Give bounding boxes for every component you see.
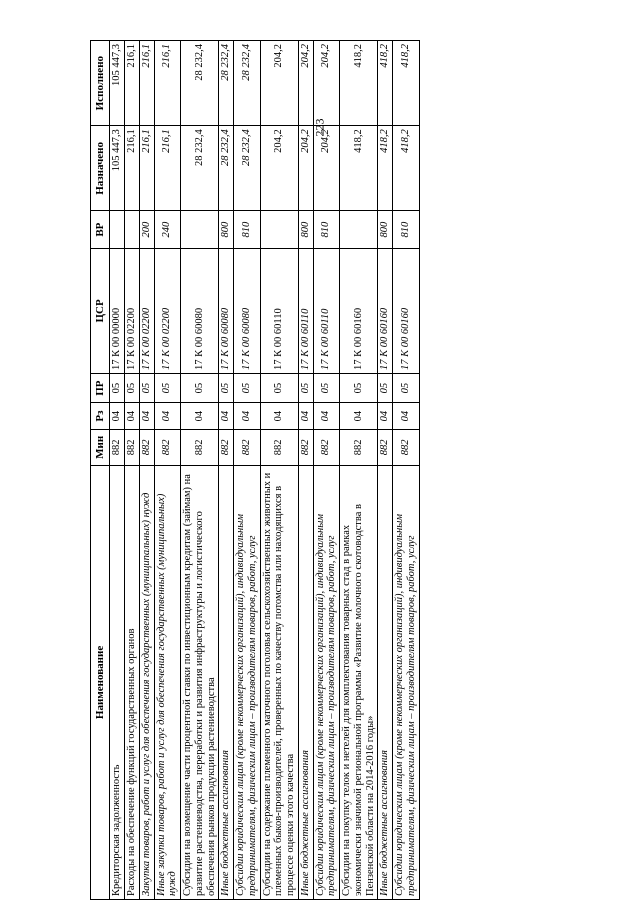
cell-vr <box>181 211 219 248</box>
cell-vr <box>125 211 140 248</box>
cell-assigned: 204,2 <box>313 126 340 211</box>
header-min: Мин <box>91 429 110 465</box>
cell-name: Закупка товаров, работ и услуг для обеспечения государственных (муниципальных) нужд <box>139 465 154 899</box>
cell-rz: 04 <box>378 403 393 430</box>
cell-vr <box>110 211 125 248</box>
cell-pr: 05 <box>340 373 378 402</box>
cell-name: Субсидии на покупку телок и нетелей для комплектования товарных стад в рамках экономически значимой региональной программы «Развитие молочного скотоводства в Пензенской области на 2014-2016 годы» <box>340 465 378 899</box>
cell-vr <box>260 211 298 248</box>
cell-vr: 810 <box>313 211 340 248</box>
cell-rz: 04 <box>219 403 234 430</box>
table-row <box>340 41 378 900</box>
cell-assigned: 28 232,4 <box>234 126 261 211</box>
cell-vr: 800 <box>298 211 313 248</box>
cell-vr: 800 <box>219 211 234 248</box>
cell-assigned: 216,1 <box>139 126 154 211</box>
cell-assigned: 28 232,4 <box>219 126 234 211</box>
table-row <box>139 41 154 900</box>
cell-csr: 17 К 00 00000 <box>110 248 125 373</box>
table-row <box>154 41 181 900</box>
cell-min: 882 <box>219 429 234 465</box>
cell-pr: 05 <box>260 373 298 402</box>
table-row <box>125 41 140 900</box>
cell-executed: 216,1 <box>125 41 140 126</box>
cell-assigned: 105 447,3 <box>110 126 125 211</box>
cell-name: Иные бюджетные ассигнования <box>378 465 393 899</box>
cell-vr: 810 <box>393 211 420 248</box>
cell-executed: 204,2 <box>298 41 313 126</box>
table-row <box>260 41 298 900</box>
table-row <box>298 41 313 900</box>
cell-min: 882 <box>125 429 140 465</box>
table-header <box>91 41 110 900</box>
table-row <box>378 41 393 900</box>
cell-vr: 240 <box>154 211 181 248</box>
cell-rz: 04 <box>393 403 420 430</box>
cell-pr: 05 <box>313 373 340 402</box>
cell-min: 882 <box>298 429 313 465</box>
cell-min: 882 <box>393 429 420 465</box>
cell-min: 882 <box>260 429 298 465</box>
page-number-text: 223 <box>312 118 327 137</box>
cell-pr: 05 <box>234 373 261 402</box>
cell-name: Иные закупки товаров, работ и услуг для обеспечения государственных (муниципальных) нужд <box>154 465 181 899</box>
cell-vr: 810 <box>234 211 261 248</box>
cell-pr: 05 <box>393 373 420 402</box>
cell-rz: 04 <box>260 403 298 430</box>
header-csr: ЦСР <box>91 248 110 373</box>
budget-table <box>90 40 420 900</box>
cell-executed: 204,2 <box>313 41 340 126</box>
table-row <box>234 41 261 900</box>
cell-assigned: 418,2 <box>378 126 393 211</box>
cell-csr: 17 К 00 02200 <box>139 248 154 373</box>
cell-executed: 418,2 <box>393 41 420 126</box>
cell-assigned: 216,1 <box>154 126 181 211</box>
cell-assigned: 204,2 <box>298 126 313 211</box>
cell-min: 882 <box>154 429 181 465</box>
cell-rz: 04 <box>110 403 125 430</box>
cell-executed: 204,2 <box>260 41 298 126</box>
cell-csr: 17 К 00 60080 <box>181 248 219 373</box>
cell-csr: 17 К 00 60110 <box>313 248 340 373</box>
rotated-table-container <box>90 40 550 900</box>
cell-pr: 05 <box>139 373 154 402</box>
header-assigned: Назначено <box>91 126 110 211</box>
cell-vr <box>340 211 378 248</box>
header-rz: Рз <box>91 403 110 430</box>
cell-pr: 05 <box>219 373 234 402</box>
cell-csr: 17 К 00 60160 <box>340 248 378 373</box>
cell-assigned: 204,2 <box>260 126 298 211</box>
cell-name: Субсидии юридическим лицам (кроме некоммерческих организаций), индивидуальным предпринимателям, физическим лицам – производителям товаров, работ, услуг <box>393 465 420 899</box>
cell-pr: 05 <box>110 373 125 402</box>
cell-rz: 04 <box>139 403 154 430</box>
cell-rz: 04 <box>181 403 219 430</box>
cell-csr: 17 К 00 60110 <box>260 248 298 373</box>
cell-min: 882 <box>340 429 378 465</box>
cell-executed: 216,1 <box>139 41 154 126</box>
cell-min: 882 <box>313 429 340 465</box>
cell-rz: 04 <box>313 403 340 430</box>
cell-assigned: 418,2 <box>393 126 420 211</box>
cell-csr: 17 К 00 60160 <box>393 248 420 373</box>
cell-rz: 04 <box>154 403 181 430</box>
cell-assigned: 418,2 <box>340 126 378 211</box>
cell-assigned: 216,1 <box>125 126 140 211</box>
cell-pr: 05 <box>378 373 393 402</box>
cell-executed: 28 232,4 <box>181 41 219 126</box>
cell-name: Кредиторская задолженность <box>110 465 125 899</box>
cell-rz: 04 <box>125 403 140 430</box>
table-row <box>393 41 420 900</box>
cell-rz: 04 <box>340 403 378 430</box>
cell-csr: 17 К 00 60160 <box>378 248 393 373</box>
cell-csr: 17 К 00 02200 <box>154 248 181 373</box>
cell-csr: 17 К 00 02200 <box>125 248 140 373</box>
cell-rz: 04 <box>234 403 261 430</box>
table-row <box>219 41 234 900</box>
cell-executed: 105 447,3 <box>110 41 125 126</box>
header-row <box>91 41 110 900</box>
cell-name: Субсидии юридическим лицам (кроме некоммерческих организаций), индивидуальным предпринимателям, физическим лицам – производителям товаров, работ, услуг <box>313 465 340 899</box>
cell-min: 882 <box>234 429 261 465</box>
cell-csr: 17 К 00 60080 <box>234 248 261 373</box>
header-vr: ВР <box>91 211 110 248</box>
header-pr: ПР <box>91 373 110 402</box>
cell-pr: 05 <box>298 373 313 402</box>
cell-csr: 17 К 00 60110 <box>298 248 313 373</box>
cell-min: 882 <box>110 429 125 465</box>
cell-name: Субсидии на возмещение части процентной ставки по инвестиционным кредитам (займам) на развитие растениеводства, переработки и развития инфраструктуры и логистического обеспечения рынков продукции растениеводства <box>181 465 219 899</box>
cell-name: Иные бюджетные ассигнования <box>219 465 234 899</box>
cell-assigned: 28 232,4 <box>181 126 219 211</box>
cell-min: 882 <box>139 429 154 465</box>
cell-pr: 05 <box>154 373 181 402</box>
header-executed: Исполнено <box>91 41 110 126</box>
cell-executed: 28 232,4 <box>219 41 234 126</box>
cell-csr: 17 К 00 60080 <box>219 248 234 373</box>
cell-name: Субсидии юридическим лицам (кроме некоммерческих организаций), индивидуальным предпринимателям, физическим лицам – производителям товаров, работ, услуг <box>234 465 261 899</box>
cell-executed: 28 232,4 <box>234 41 261 126</box>
cell-name: Иные бюджетные ассигнования <box>298 465 313 899</box>
table-row <box>313 41 340 900</box>
cell-executed: 418,2 <box>378 41 393 126</box>
cell-pr: 05 <box>181 373 219 402</box>
cell-name: Расходы на обеспечение функций государственных органов <box>125 465 140 899</box>
cell-rz: 04 <box>298 403 313 430</box>
cell-vr: 800 <box>378 211 393 248</box>
table-row <box>181 41 219 900</box>
cell-min: 882 <box>378 429 393 465</box>
table-row <box>110 41 125 900</box>
cell-name: Субсидии на содержание племенного маточного поголовья сельскохозяйственных животных и племенных быков-производителей, проверенных по качеству потомства или находящихся в процессе оценки этого качества <box>260 465 298 899</box>
table-body <box>110 41 419 900</box>
cell-vr: 200 <box>139 211 154 248</box>
cell-min: 882 <box>181 429 219 465</box>
cell-pr: 05 <box>125 373 140 402</box>
header-name: Наименование <box>91 465 110 899</box>
cell-executed: 216,1 <box>154 41 181 126</box>
cell-executed: 418,2 <box>340 41 378 126</box>
